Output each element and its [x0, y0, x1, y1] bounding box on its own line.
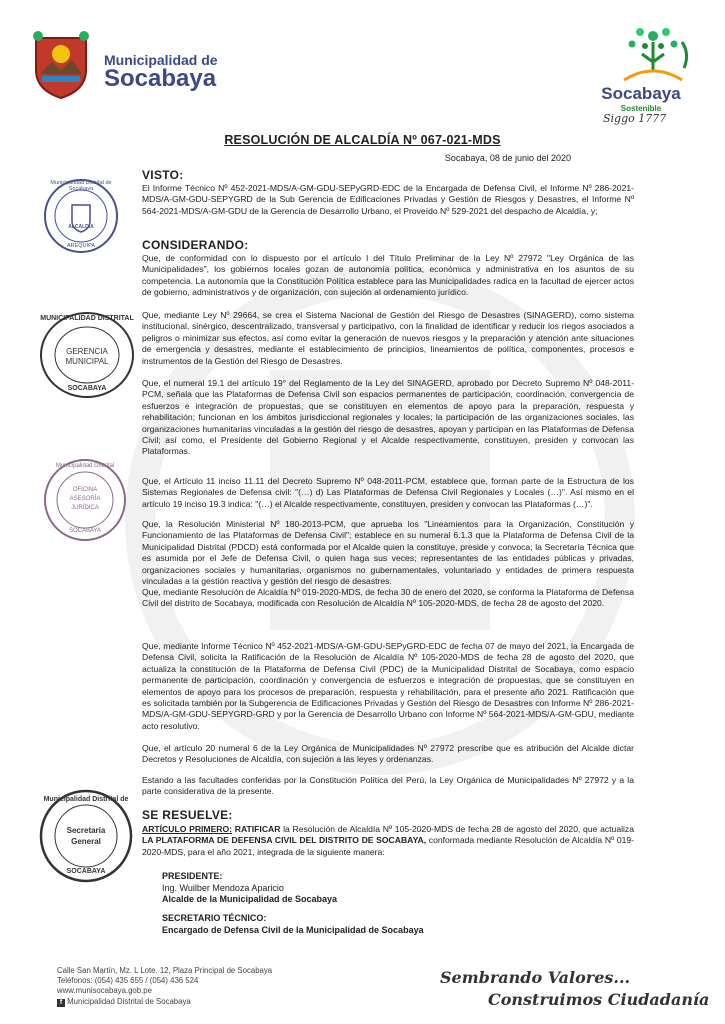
stamp-ring-text: MUNICIPALIDAD DISTRITAL — [40, 315, 134, 322]
municipal-crest-icon — [30, 30, 92, 100]
stamp-ring-text: Municipalidad Distrital de — [43, 796, 129, 803]
socabaya-sostenible-logo-icon — [612, 24, 694, 86]
articulo-bold: LA PLATAFORMA DE DEFENSA CIVIL DEL DISTRITO DE SOCABAYA, — [142, 835, 427, 846]
handwritten-note: Siggo 1777 — [603, 112, 667, 125]
footer-facebook[interactable] — [57, 997, 272, 1007]
visto-heading: VISTO: — [142, 168, 184, 182]
presidente-label: PRESIDENTE: — [162, 871, 223, 881]
brand-line-2: Socabaya — [104, 65, 217, 92]
stamp-center-text: General — [71, 837, 101, 846]
considerando-paragraph: Que, de conformidad con lo dispuesto por el artículo I del Título Preliminar de la Ley Nº 27972 "Ley Orgánica de las Municipalidades", los gobiernos locales gozan de autonomía política, económica y administrativa en los asuntos de su competencia. La autonomía que la Constitución Política establece para las Municipalidades radica en la facultad de ejercer actos de gobierno, administrativos y de organización, con sujeción al ordenamiento jurídico. — [142, 253, 634, 298]
visto-text: El Informe Técnico Nº 452-2021-MDS/A-GM-GDU-SEPyGRD-EDC de la Encargada de Defensa Civil, el Informe Nº 286-2021-MDS/A-GM-GDU-SEPYGRD de la Sub Gerencia de Edificaciones Privadas y Gestión de Riesgos y Desastres, el Informe Nº 564-2021-MDS/A-GM-GDU de la Gerencia de Desarrollo Urbano, el Proveído Nº 529-2021 del despacho de Alcaldía, y; — [142, 183, 634, 216]
stamp-center-text: JURÍDICA — [71, 505, 99, 511]
facebook-icon: f — [57, 999, 65, 1007]
considerando-paragraph: Que, mediante Ley Nº 29664, se crea el Sistema Nacional de Gestión del Riesgo de Desastres (SINAGERD), como sistema institucional, sinérgico, descentralizado, transversal y participativo, con la finalidad de identificar y reducir los riegos asociados a peligros o minimizar sus efectos, así como evitar la generación de nuevos riesgos y la preparación y atención ante situaciones de emergencia y desastres, mediante el establecimiento de principios, lineamientos de política, componentes, procesos e instrumentos de la Gestión del Riesgo de Desastres. — [142, 310, 634, 366]
stamp-bottom-text: AREQUIPA — [66, 243, 95, 249]
alcaldia-stamp — [42, 177, 120, 255]
stamp-ring-text: Municipalidad Distrital de Socabaya — [50, 180, 112, 192]
stamp-ring-text: Municipalidad Distrital — [55, 463, 115, 469]
secretaria-general-stamp — [38, 788, 134, 884]
stamp-center-text: ALCALDÍA — [68, 224, 94, 230]
considerando-paragraph: Que, el artículo 20 numeral 6 de la Ley Orgánica de Municipalidades Nº 27972 prescribe que es atribución del Alcalde dictar Decretos y Resoluciones de Alcaldía, con sujeción a las leyes y ordenanzas. — [142, 743, 634, 765]
secretario-role: Encargado de Defensa Civil de la Municipalidad de Socabaya — [162, 924, 424, 935]
secretario-block — [162, 913, 424, 936]
considerando-paragraph: Que, mediante Resolución de Alcaldía Nº 019-2020-MDS, de fecha 30 de enero del 2020, se conforma la Plataforma de Defensa Civil del distrito de Socabaya, modificada con Resolución de Alcaldía Nº 105-2020-MDS, de fecha 28 de agosto del 2020. — [142, 587, 634, 609]
articulo-text-1: la Resolución de Alcaldía Nº 105-2020-MDS de fecha 28 de agosto del 2020, que actualiza — [283, 824, 635, 834]
footer-website[interactable]: www.munisocabaya.gob.pe — [57, 986, 152, 996]
facebook-label: Municipalidad Distrital de Socabaya — [67, 996, 191, 1006]
presidente-role: Alcalde de la Municipalidad de Socabaya — [162, 894, 338, 904]
asesoria-juridica-stamp — [42, 457, 128, 543]
stamp-bottom-text: SOCABAYA — [66, 868, 106, 875]
stamp-center-text: GERENCIA — [66, 347, 108, 356]
considerando-paragraph: Que, la Resolución Ministerial Nº 180-2013-PCM, que aprueba los "Lineamientos para la Organización, Constitución y Funcionamiento de las Plataformas de Defensa Civil"; establece en su numeral 6.1.3 que la Plataforma de Defensa Civil de la Municipalidad Distrital (PDCD) está conformada por el Alcalde quien la constituye, preside y convoca; la Secretaría Técnica que es asumida por el Jefe de Defensa Civil, o quien haga sus veces; representantes de las entidades públicas y privadas, organizaciones sociales y humanitarias, organismos no gubernamentales, voluntariado y entidades de primera respuesta vinculadas a la gestión reactiva y gestión del riesgo de desastres. — [142, 519, 634, 587]
footer-address: Calle San Martín, Mz. L Lote. 12, Plaza Principal de Socabaya — [57, 966, 273, 975]
considerando-heading: CONSIDERANDO: — [142, 238, 249, 252]
considerando-paragraph: Que, el numeral 19.1 del artículo 19° del Reglamento de la Ley del SINAGERD, aprobado por Decreto Supremo Nº 048-2011-PCM, señala que las Plataformas de Defensa Civil son espacios permanentes de participación, coordinación, convergencia de esfuerzos e integración de propuestas, que se constituyen en elementos de apoyo para la preparación, respuesta y rehabilitación; funcionan en los ámbitos jurisdiccional regionales y locales; la participación de las organizaciones sociales, las organizaciones humanitarias vinculadas a la gestión del riesgo de desastres, apoyan y participan en las Plataformas de Defensa Civil; así como, el Presidente del Gobierno Regional y el Alcalde respectivamente, constituyen, presiden y convocan las Plataformas. — [142, 378, 634, 457]
resuelve-heading: SE RESUELVE: — [142, 808, 233, 822]
presidente-block — [162, 871, 337, 906]
footer-phones: Teléfonos: (054) 435 655 / (054) 436 524 — [57, 976, 199, 986]
stamp-center-text: Secretaría — [66, 826, 106, 835]
articulo-primero — [142, 824, 634, 858]
considerando-paragraph: Que, el Artículo 11 inciso 11.11 del Decreto Supremo Nº 048-2011-PCM, establece que, forman parte de la Estructura de los Sistemas Regionales de Defensa civil: "(…) d) Las Plataformas de Defensa Civil Regionales y Locales (…)". Así mismo en el artículo 19 inciso 19.3 indica: "(…) el Alcalde respectivamente, constituyen, presiden y convocan las Plataformas (…)". — [142, 476, 634, 509]
right-logo-name: Socabaya — [601, 84, 681, 103]
stamp-center-text: ASESORÍA — [69, 496, 101, 502]
articulo-label: ARTÍCULO PRIMERO: — [142, 824, 233, 834]
considerando-paragraph: Que, mediante Informe Técnico Nº 452-2021-MDS/A-GM-GDU-SEPyGRD-EDC de fecha 07 de mayo del 2021, la Encargada de Defensa Civil, solicita la Ratificación de la Resolución de Alcaldía Nº 105-2020-MDS de fecha 28 de agosto del 2020, que actualiza la constitución de la Plataforma de Defensa Civil (PDC) de la Municipalidad Distrital de Socabaya, como espacio permanente de participación, coordinación y convergencia de esfuerzos e integración de propuestas, que se constituyen en elementos de apoyo para los procesos de preparación, respuesta y rehabilitación, para el presente año 2021. Ratificación que es solicitada también por la Subgerencia de Edificaciones Privadas y Gestión del Riesgo de Desastres con Informe Nº 286-2021-MDS/A-GM-GDU-SEPYGRD-GRD y por la Gerencia de Desarrollo Urbano con Informe Nº 564-2021-MDS/A-GM-GDU, mediante acto resolutivo. — [142, 641, 634, 731]
brand-line-1: Municipalidad de — [104, 52, 218, 68]
gerencia-municipal-stamp — [38, 309, 136, 401]
secretario-label: SECRETARIO TÉCNICO: — [162, 913, 267, 923]
articulo-verb: RATIFICAR — [234, 824, 281, 834]
right-logo-sub: Sostenible — [620, 104, 662, 113]
stamp-center-text: MUNICIPAL — [65, 357, 109, 366]
stamp-bottom-text: SOCABAYA — [67, 385, 107, 392]
presidente-name: Ing. Wuilber Mendoza Aparicio — [162, 882, 284, 893]
document-date: Socabaya, 08 de junio del 2020 — [444, 153, 571, 163]
stamp-bottom-text: SOCABAYA — [68, 528, 102, 534]
footer-slogan-2: Construimos Ciudadanía — [488, 990, 710, 1009]
considerando-paragraph: Estando a las facultades conferidas por la Constitución Política del Perú, la Ley Orgánica de Municipalidades Nº 27972 y a la parte considerativa de la presente. — [142, 775, 634, 797]
stamp-center-text: OFICINA — [72, 487, 98, 493]
document-title: RESOLUCIÓN DE ALCALDÍA Nº 067-021-MDS — [224, 133, 501, 147]
articulo-text-2: conformada mediante Resolución de Alcaldía Nº 019-2020-MDS, para el año 2021, integrada de la siguiente manera: — [142, 835, 635, 857]
footer-slogan-1: Sembrando Valores... — [440, 968, 631, 987]
footer-contact — [57, 966, 272, 1007]
